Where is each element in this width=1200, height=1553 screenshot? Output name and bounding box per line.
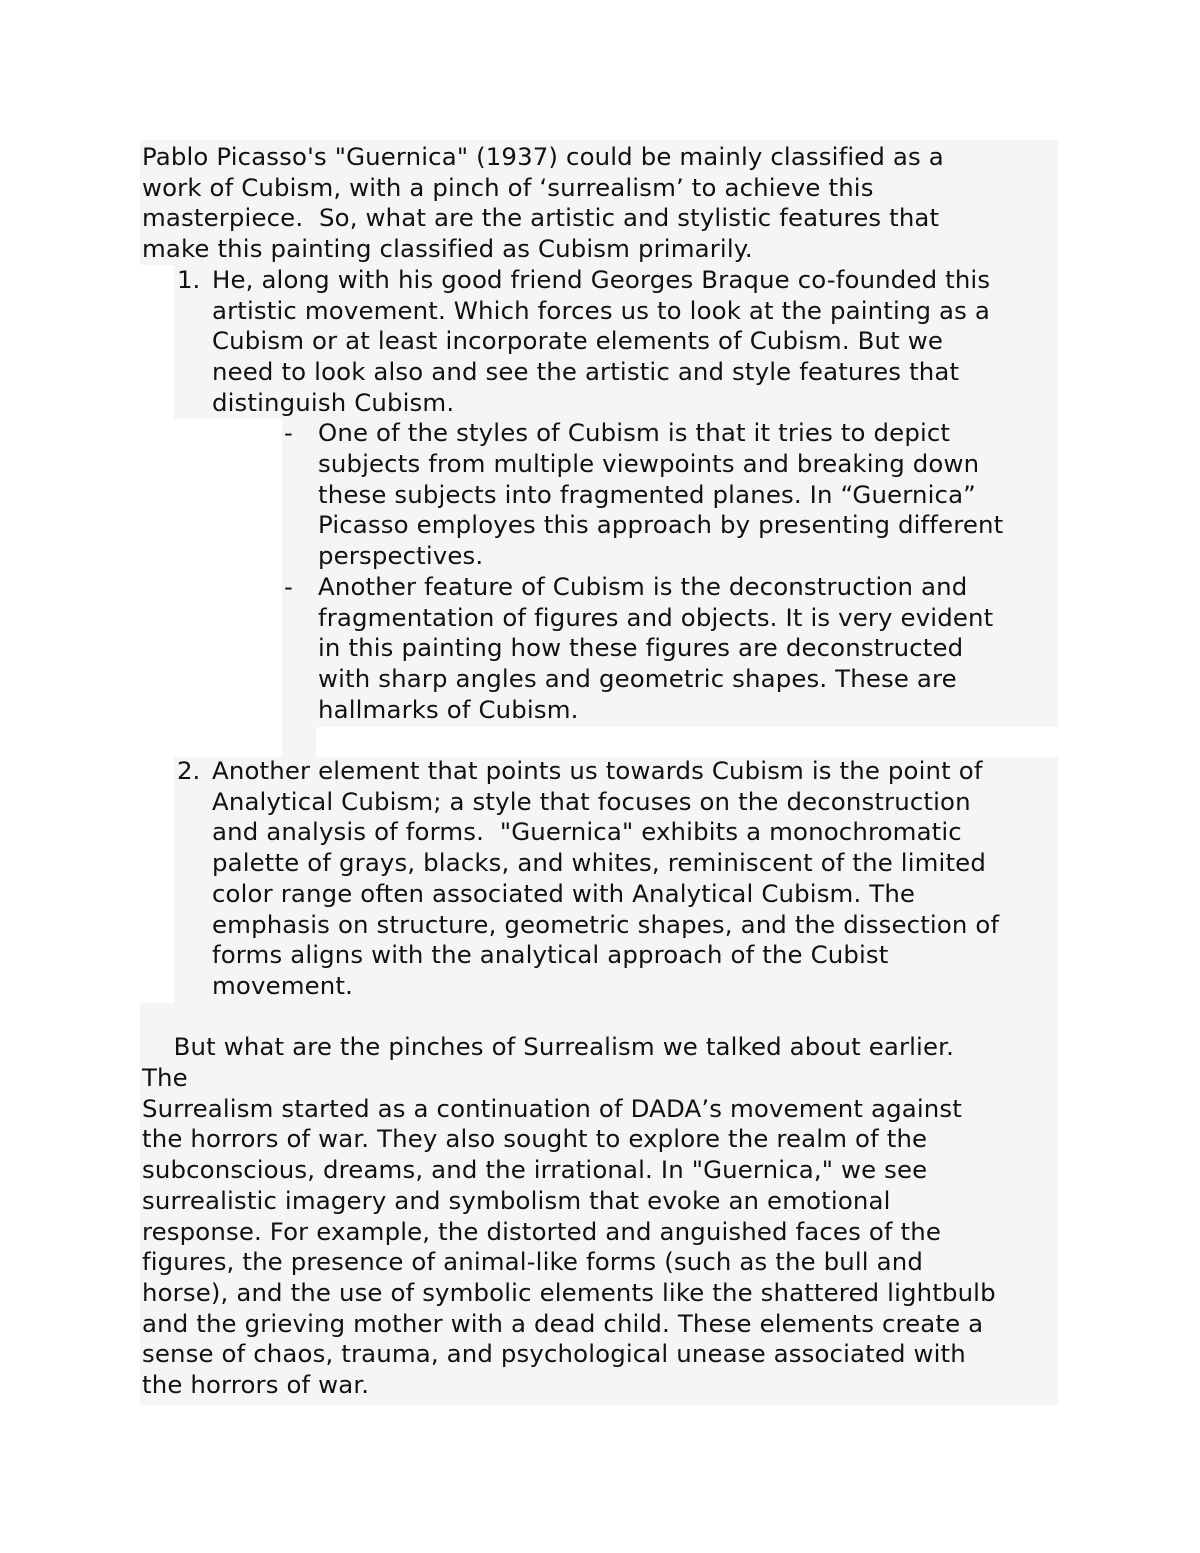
point1-line: Cubism or at least incorporate elements of Cubism. But we — [212, 326, 944, 356]
surrealism-line: the horrors of war. — [142, 1370, 370, 1399]
point2-line: Another element that points us towards Cubism is the point of — [212, 756, 983, 785]
intro-line: masterpiece. So, what are the artistic and stylistic features that — [142, 203, 940, 233]
bullet1-line: Picasso employes this approach by presenting different — [318, 510, 1004, 540]
intro-line: make this painting classified as Cubism primarily. — [142, 234, 753, 264]
surrealism-line: The — [142, 1063, 188, 1092]
list-number-2: 2. — [177, 756, 201, 785]
surrealism-line: But what are the pinches of Surrealism we talked about earlier. — [142, 1032, 954, 1062]
point2-line: Analytical Cubism; a style that focuses on the deconstruction — [212, 786, 971, 816]
point2-line: color range often associated with Analytical Cubism. The — [212, 878, 916, 908]
list-number-1: 1. — [177, 264, 201, 294]
bullet2-line: Another feature of Cubism is the deconstruction and — [318, 571, 968, 601]
bullet1-line: One of the styles of Cubism is that it tries to depict — [318, 418, 951, 448]
surrealism-line: horse), and the use of symbolic elements like the shattered lightbulb — [142, 1277, 996, 1307]
bullet1-line: subjects from multiple viewpoints and breaking down — [318, 449, 980, 478]
bullet2-line: hallmarks of Cubism. — [318, 694, 579, 724]
bullet2-line: in this painting how these figures are deconstructed — [318, 633, 964, 663]
point2-line: movement. — [212, 970, 354, 1000]
surrealism-line: and the grieving mother with a dead child. These elements create a — [142, 1308, 984, 1338]
intro-line: work of Cubism, with a pinch of ‘surrealism’ to achieve this — [142, 172, 874, 202]
gap-shading — [282, 727, 316, 757]
bullet2-line: fragmentation of figures and objects. It is very evident — [318, 602, 994, 632]
intro-line: Pablo Picasso's "Guernica" (1937) could be mainly classified as a — [142, 142, 944, 171]
bullet-dash: - — [284, 571, 293, 601]
surrealism-line: Surrealism started as a continuation of DADA’s movement against — [142, 1093, 962, 1123]
point2-line: emphasis on structure, geometric shapes, and the dissection of — [212, 909, 1000, 939]
surrealism-line: figures, the presence of animal-like forms (such as the bull and — [142, 1247, 923, 1277]
surrealism-line: response. For example, the distorted and anguished faces of the — [142, 1216, 942, 1246]
surrealism-line: surrealistic imagery and symbolism that evoke an emotional — [142, 1185, 891, 1215]
surrealism-line: subconscious, dreams, and the irrational. In "Guernica," we see — [142, 1155, 928, 1185]
point1-line: artistic movement. Which forces us to look at the painting as a — [212, 295, 990, 325]
point1-line: distinguish Cubism. — [212, 387, 455, 417]
point1-line: He, along with his good friend Georges Braque co-founded this — [212, 264, 991, 294]
point2-line: palette of grays, blacks, and whites, reminiscent of the limited — [212, 848, 986, 878]
bullet-dash: - — [284, 418, 293, 448]
point1-line: need to look also and see the artistic and style features that — [212, 356, 960, 386]
point2-line: and analysis of forms. "Guernica" exhibits a monochromatic — [212, 817, 962, 847]
bullet1-line: perspectives. — [318, 541, 484, 571]
surrealism-line: sense of chaos, trauma, and psychological unease associated with — [142, 1339, 966, 1369]
bullet2-line: with sharp angles and geometric shapes. These are — [318, 663, 957, 693]
surrealism-line: the horrors of war. They also sought to explore the realm of the — [142, 1124, 928, 1154]
point2-line: forms aligns with the analytical approach of the Cubist — [212, 940, 889, 970]
bullet1-line: these subjects into fragmented planes. In “Guernica” — [318, 479, 976, 509]
